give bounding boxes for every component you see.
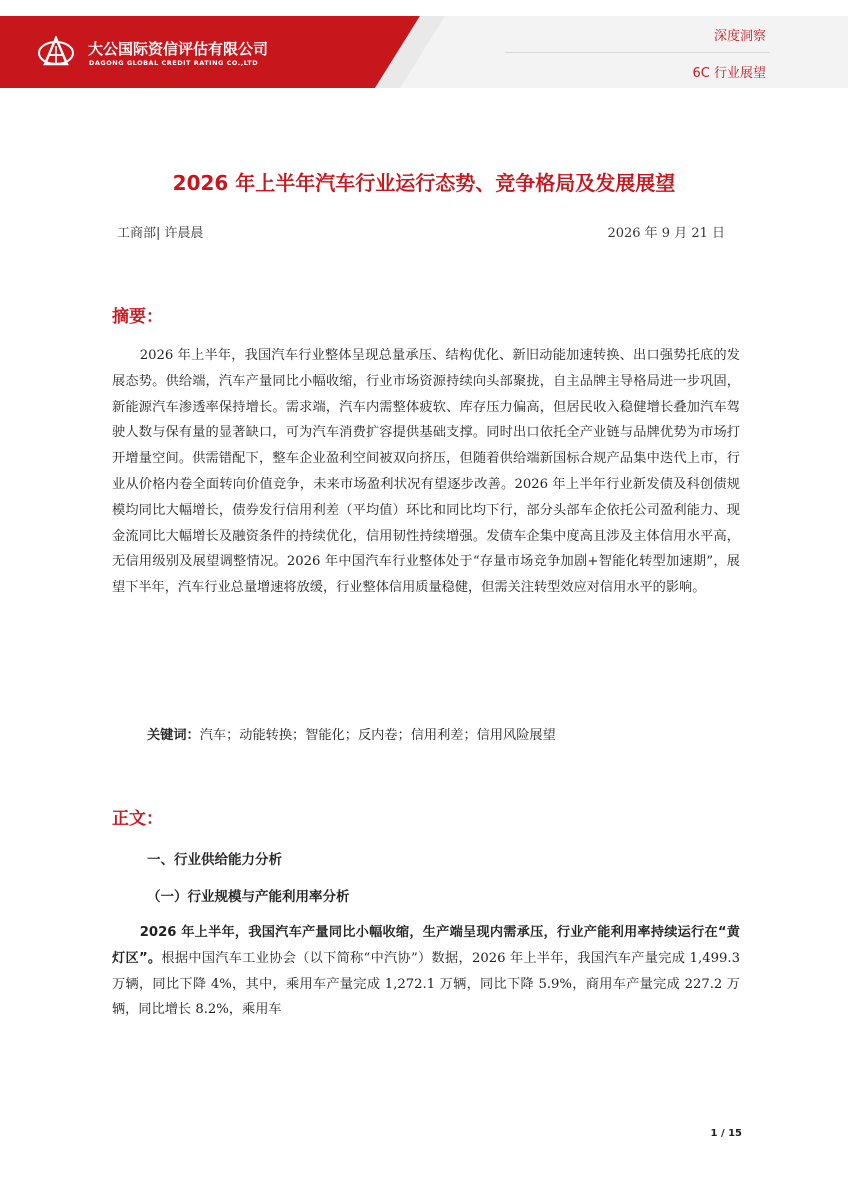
company-name-cn: 大公国际资信评估有限公司 — [88, 40, 269, 58]
abstract-heading: 摘要： — [112, 307, 163, 327]
page-header — [0, 16, 848, 88]
keywords-list: 汽车；动能转换；智能化；反内卷；信用利差；信用风险展望 — [199, 728, 556, 743]
report-title: 2026 年上半年汽车行业运行态势、竞争格局及发展展望 — [172, 171, 676, 195]
header-divider — [505, 52, 770, 53]
body-heading: 正文： — [112, 809, 163, 829]
keywords-line — [147, 724, 556, 743]
report-author: 工商部| 许晨晨 — [117, 226, 204, 241]
dagong-logo-icon — [38, 36, 74, 68]
section-heading-supply: 一、行业供给能力分析 — [147, 852, 282, 868]
report-date: 2026 年 9 月 21 日 — [607, 226, 725, 241]
body-paragraph-text: 根据中国汽车工业协会（以下简称“中汽协”）数据，2026 年上半年，我国汽车产量完成 1,499.3 万辆，同比下降 4%，其中，乘用车产量完成 1,272.1 万辆，同比下降 5.9%，商用车产量完成 227.2 万辆，同比增长 8.2%，乘用车 — [112, 950, 740, 1018]
header-tag-industry-outlook: 6C 行业展望 — [692, 66, 766, 81]
body-paragraph — [112, 920, 740, 1023]
page-number: 1 / 15 — [710, 1128, 742, 1139]
company-name-en: DAGONG GLOBAL CREDIT RATING CO.,LTD — [89, 59, 259, 67]
body-paragraph-lead: 2026 年上半年，我国汽车产量同比小幅收缩，生产端呈现内需承压，行业产能利用率持续运行在“黄灯区”。 — [112, 925, 740, 966]
abstract-paragraph: 2026 年上半年，我国汽车行业整体呈现总量承压、结构优化、新旧动能加速转换、出口强势托底的发展态势。供给端，汽车产量同比小幅收缩，行业市场资源持续向头部聚拢，自主品牌主导格局进一步巩固，新能源汽车渗透率保持增长。需求端，汽车内需整体疲软、库存压力偏高，但居民收入稳健增长叠加汽车驾驶人数与保有量的显著缺口，可为汽车消费扩容提供基础支撑。同时出口依托全产业链与品牌优势为市场打开增量空间。供需错配下，整车企业盈利空间被双向挤压，但随着供给端新国标合规产品集中迭代上市，行业从价格内卷全面转向价值竞争，未来市场盈利状况有望逐步改善。2026 年上半年行业新发债及科创债规模均同比大幅增长，债券发行信用利差（平均值）环比和同比均下行，部分头部车企依托公司盈利能力、现金流同比大幅增长及融资条件的持续优化，信用韧性持续增强。发债车企集中度高且涉及主体信用水平高，无信用级别及展望调整情况。2026 年中国汽车行业整体处于“存量市场竞争加剧+智能化转型加速期”，展望下半年，汽车行业总量增速将放缓，行业整体信用质量稳健，但需关注转型效应对信用水平的影响。 — [112, 348, 740, 596]
header-tag-insight: 深度洞察 — [713, 29, 766, 44]
keywords-label: 关键词： — [147, 728, 200, 743]
subsection-heading-scale-capacity: （一）行业规模与产能利用率分析 — [147, 889, 350, 905]
